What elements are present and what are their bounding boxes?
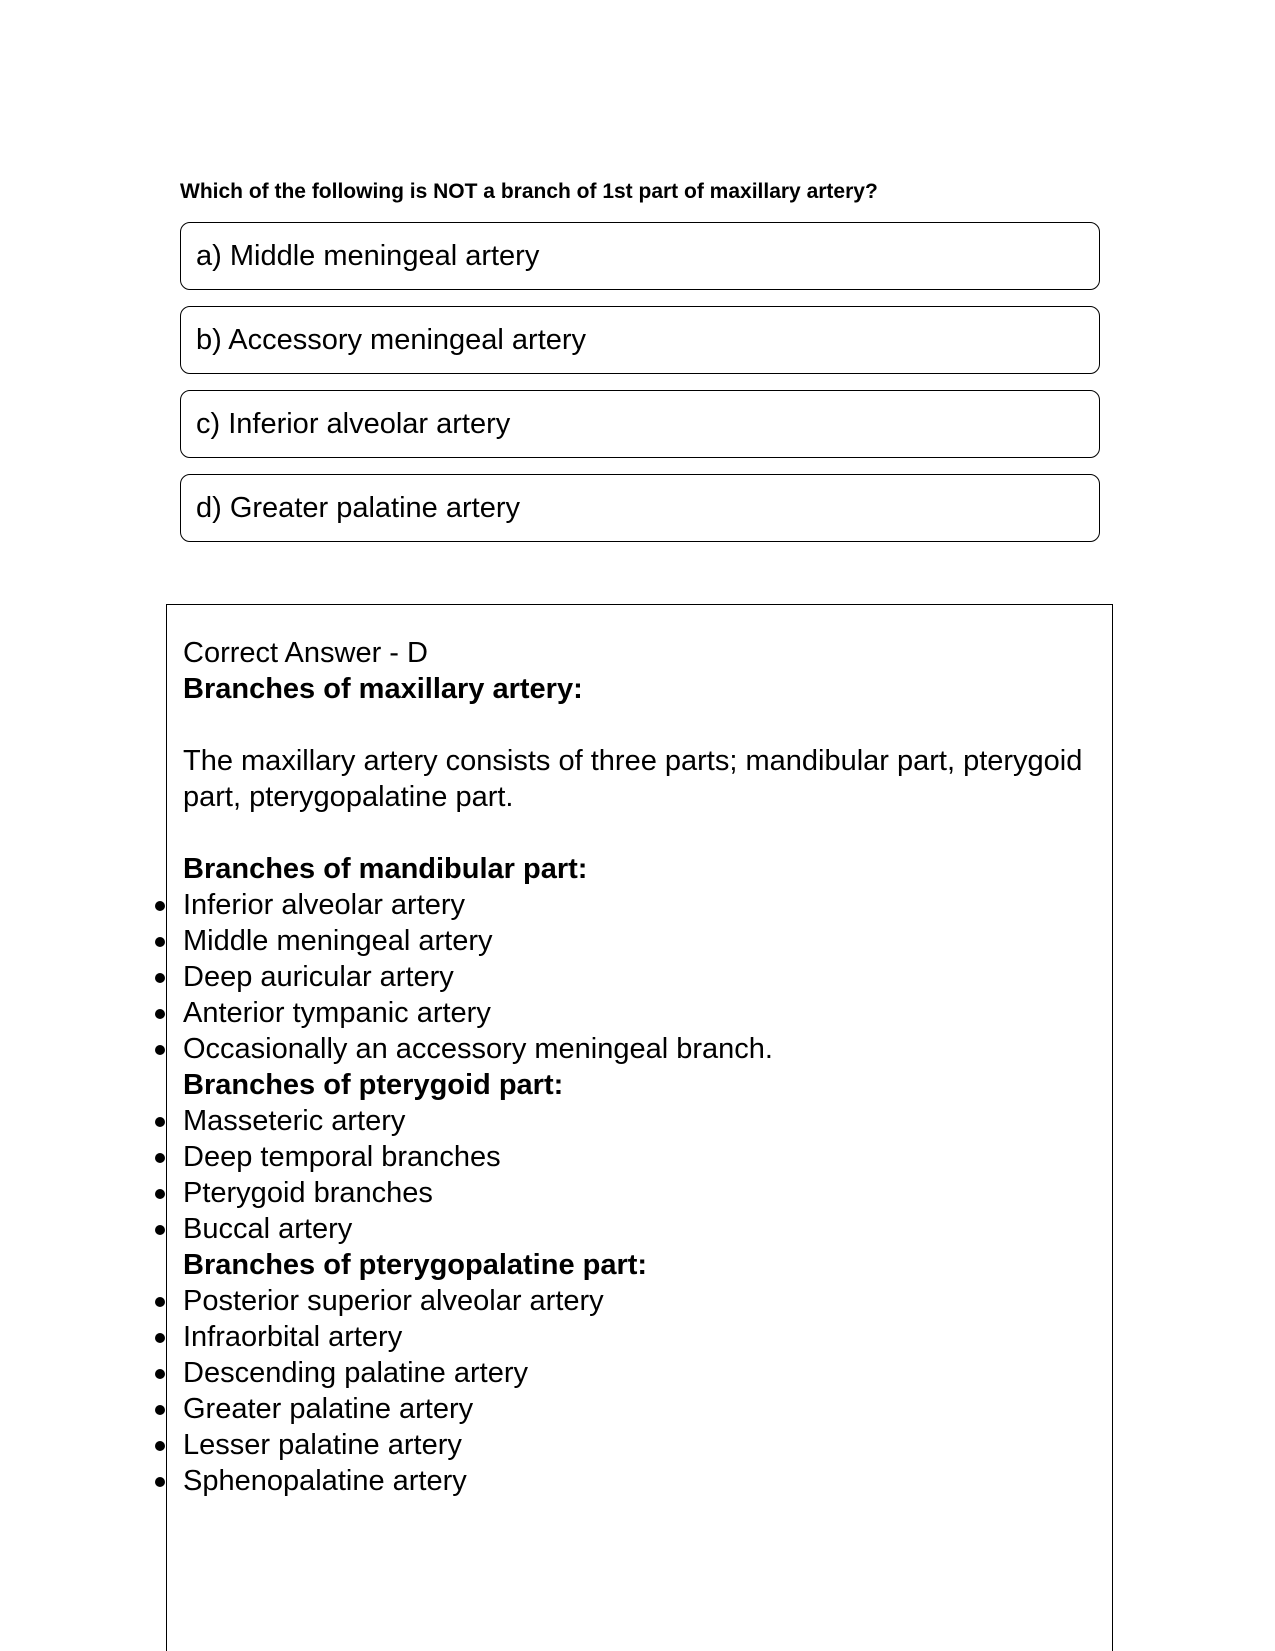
- bullet-icon: [155, 1117, 165, 1127]
- list-item: Buccal artery: [183, 1211, 1083, 1247]
- list-item: Pterygoid branches: [183, 1175, 1083, 1211]
- list-item: Infraorbital artery: [183, 1319, 1083, 1355]
- bullet-icon: [155, 901, 165, 911]
- section-title-pterygoid: Branches of pterygoid part:: [183, 1069, 564, 1101]
- option-a[interactable]: a) Middle meningeal artery: [180, 222, 1100, 290]
- list-item: Middle meningeal artery: [183, 923, 1083, 959]
- explanation-heading: Branches of maxillary artery:: [183, 673, 583, 705]
- bullet-icon: [155, 1225, 165, 1235]
- bullet-icon: [155, 1441, 165, 1451]
- list-item: Lesser palatine artery: [183, 1427, 1083, 1463]
- bullet-icon: [155, 1297, 165, 1307]
- list-item: Inferior alveolar artery: [183, 887, 1083, 923]
- list-item: Deep auricular artery: [183, 959, 1083, 995]
- list-item: Descending palatine artery: [183, 1355, 1083, 1391]
- bullet-icon: [155, 1189, 165, 1199]
- list-pterygopalatine: [183, 1283, 1083, 1499]
- option-b[interactable]: b) Accessory meningeal artery: [180, 306, 1100, 374]
- option-c[interactable]: c) Inferior alveolar artery: [180, 390, 1100, 458]
- explanation-intro: The maxillary artery consists of three parts; mandibular part, pterygoid part, pterygopalatine part.: [183, 745, 1083, 813]
- option-d[interactable]: d) Greater palatine artery: [180, 474, 1100, 542]
- bullet-icon: [155, 1369, 165, 1379]
- bullet-icon: [155, 973, 165, 983]
- list-mandibular: [183, 887, 1083, 1067]
- answer-explanation-box: [166, 604, 1113, 1651]
- bullet-icon: [155, 1045, 165, 1055]
- list-item: Anterior tympanic artery: [183, 995, 1083, 1031]
- question-text: Which of the following is NOT a branch of 1st part of maxillary artery?: [180, 180, 878, 203]
- bullet-icon: [155, 1477, 165, 1487]
- section-title-pterygopalatine: Branches of pterygopalatine part:: [183, 1249, 648, 1281]
- options-list: [180, 222, 1100, 558]
- bullet-icon: [155, 1405, 165, 1415]
- bullet-icon: [155, 937, 165, 947]
- list-item: Deep temporal branches: [183, 1139, 1083, 1175]
- bullet-icon: [155, 1009, 165, 1019]
- bullet-icon: [155, 1153, 165, 1163]
- list-item: Posterior superior alveolar artery: [183, 1283, 1083, 1319]
- correct-answer-label: Correct Answer - D: [183, 637, 428, 669]
- list-item: Occasionally an accessory meningeal branch.: [183, 1031, 1083, 1067]
- list-pterygoid: [183, 1103, 1083, 1247]
- list-item: Greater palatine artery: [183, 1391, 1083, 1427]
- list-item: Sphenopalatine artery: [183, 1463, 1083, 1499]
- list-item: Masseteric artery: [183, 1103, 1083, 1139]
- bullet-icon: [155, 1333, 165, 1343]
- section-title-mandibular: Branches of mandibular part:: [183, 853, 588, 885]
